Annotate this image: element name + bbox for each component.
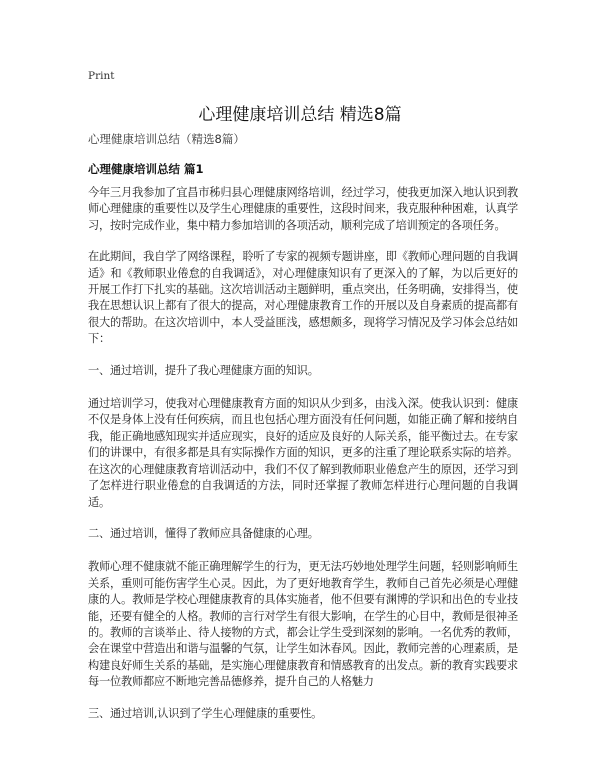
paragraph: 在此期间，我自学了网络课程，聆听了专家的视频专题讲座，即《教师心理问题的自我调适》和《教师职业倦怠的自我调适》，对心理健康知识有了更深入的了解，为以后更好的开展工作打下扎实的基础。这次培训活动主题鲜明，重点突出，任务明确，安排得当，使我在思想认识上都有了很大的提高，对心理健康教育工作的开展以及自身素质的提高都有很大的帮助。在这次培训中，本人受益匪浅，感想颇多，现将学习情况及学习体会总结如下： — [88, 250, 518, 346]
document-subtitle: 心理健康培训总结（精选8篇） — [88, 132, 245, 146]
section-heading: 心理健康培训总结 篇1 — [88, 162, 204, 176]
page-title: 心理健康培训总结 精选8篇 — [198, 105, 402, 125]
paragraph: 通过培训学习，使我对心理健康教育方面的知识从少到多，由浅入深。使我认识到：健康不仅是身体上没有任何疾病，而且也包括心理方面没有任何问题，如能正确了解和接纳自我，能正确地感知现实并适应现实，良好的适应及良好的人际关系，能平衡过去。在专家们的讲课中，有很多都是具有实际操作方面的知识，更多的注重了理论联系实际的培养。在这次的心理健康教育培训活动中，我们不仅了解到教师职业倦怠产生的原因，还学习到了怎样进行职业倦怠的自我调适的方法，同时还掌握了教师怎样进行心理问题的自我调适。 — [88, 397, 518, 509]
paragraph: 教师心理不健康就不能正确理解学生的行为，更无法巧妙地处理学生问题，轻则影响师生关系，重则可能伤害学生心灵。因此，为了更好地教育学生，教师自己首先必须是心理健康的人。教师是学校心理健康教育的具体实施者，他不但要有渊博的学识和出色的专业技能，还要有健全的人格。教师的言行对学生有很大影响，在学生的心目中，教师是很神圣的。教师的言谈举止、待人接物的方式，都会让学生受到深刻的影响。一名优秀的教师，会在课堂中营造出和谐与温馨的气氛，让学生如沐春风。因此，教师完善的心理素质，是构建良好师生关系的基础，是实施心理健康教育和情感教育的出发点。新的教育实践要求每一位教师都应不断地完善品德修养，提升自己的人格魅力 — [88, 560, 518, 689]
paragraph-heading: 一、通过培训，提升了我心理健康方面的知识。 — [88, 363, 319, 377]
paragraph: 今年三月我参加了宜昌市秭归县心理健康网络培训，经过学习，使我更加深入地认识到教师心理健康的重要性以及学生心理健康的重要性，这段时间来，我克服种种困难，认真学习，按时完成作业，集中精力参加培训的各项活动，顺利完成了培训预定的各项任务。 — [88, 186, 518, 232]
paragraph-heading: 二、通过培训，懂得了教师应具备健康的心理。 — [88, 526, 319, 540]
document-body — [88, 185, 518, 739]
paragraph-heading: 三、通过培训,认识到了学生心理健康的重要性。 — [88, 706, 323, 720]
print-label: Print — [88, 70, 115, 82]
